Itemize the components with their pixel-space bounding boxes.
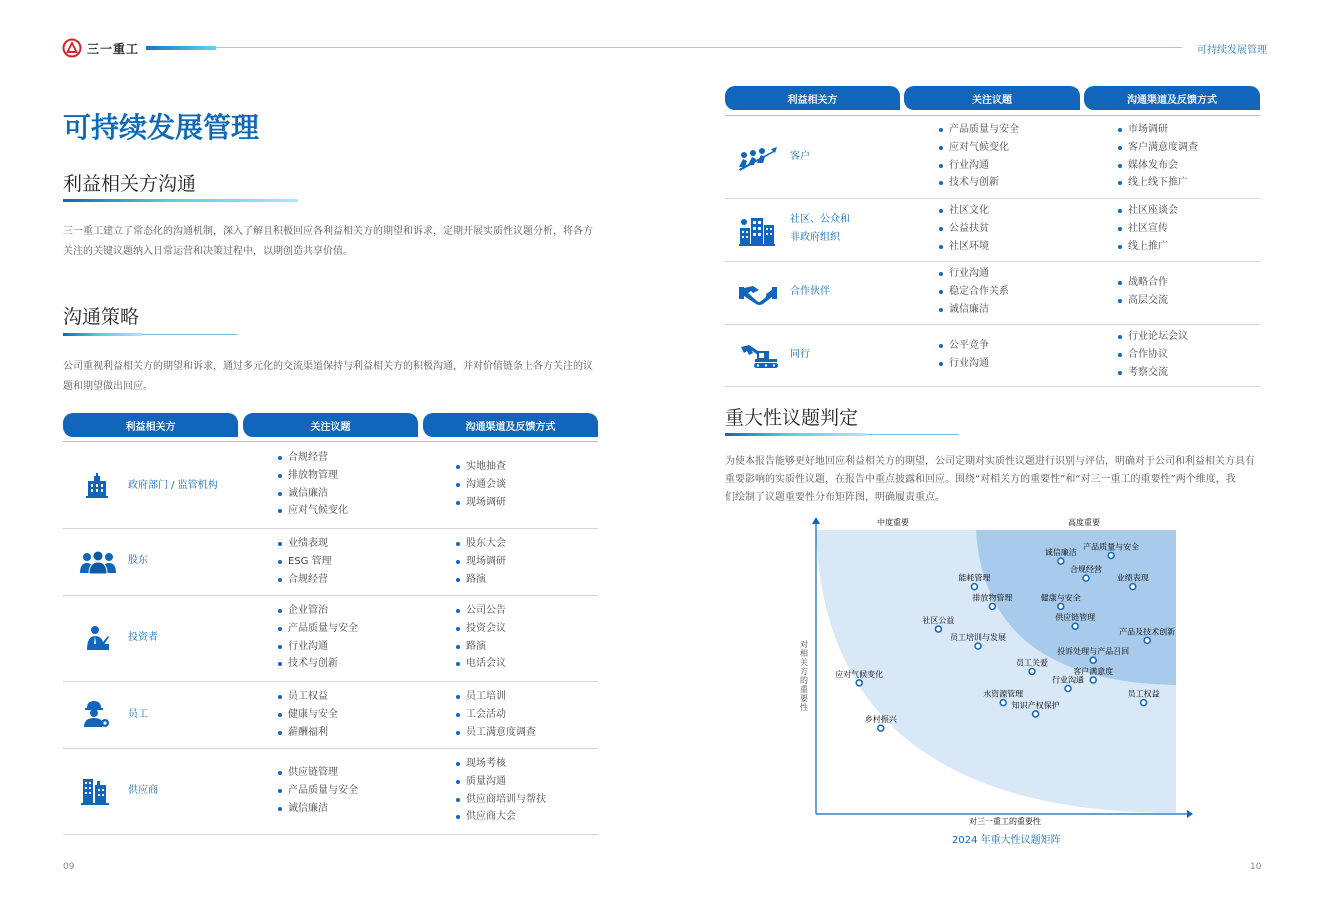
list-item: 现场调研: [455, 494, 506, 512]
list-item: 员工权益: [277, 688, 338, 706]
stakeholder-name: 客户: [790, 151, 810, 162]
data-point-label: 知识产权保护: [1011, 700, 1060, 710]
investor-presenting-icon: [83, 624, 111, 652]
data-point: [1072, 623, 1078, 629]
data-point: [1108, 552, 1114, 558]
channels-list: [1117, 328, 1188, 381]
table-divider: [725, 261, 1260, 262]
list-item: 供应商大会: [455, 808, 546, 826]
list-item: 路演: [455, 638, 506, 656]
list-item: ESG 管理: [277, 553, 332, 571]
list-item: 线上线下推广: [1117, 174, 1198, 192]
data-point-label: 投诉处理与产品召回: [1057, 647, 1130, 657]
data-point: [935, 626, 941, 632]
data-point-label: 业绩表现: [1116, 573, 1149, 583]
section-title-communication-strategy: 沟通策略: [63, 306, 140, 328]
topics-list: [277, 602, 358, 673]
topics-list: [938, 337, 989, 373]
data-point: [1033, 711, 1039, 717]
list-item: 高层交流: [1117, 292, 1168, 310]
list-item: 员工满意度调查: [455, 724, 536, 742]
table-divider: [725, 115, 1260, 116]
data-point-label: 能耗管理: [958, 573, 991, 583]
data-point-label: 员工培训与发展: [950, 633, 1006, 643]
data-point-label: 健康与安全: [1040, 593, 1081, 603]
list-item: 应对气候变化: [938, 139, 1019, 157]
list-item: 媒体发布会: [1117, 157, 1198, 175]
list-item: 行业论坛会议: [1117, 328, 1188, 346]
data-point-label: 客户满意度: [1073, 666, 1114, 676]
data-point-label: 产品质量与安全: [1083, 542, 1140, 552]
data-point: [1090, 677, 1096, 683]
table-divider: [63, 441, 598, 442]
paragraph-line: 三一重工建立了常态化的沟通机制，深入了解且积极回应各利益相关方的期望和诉求，定期开展实质性议题分析，将各方: [63, 226, 593, 237]
list-item: 诚信廉洁: [938, 301, 1009, 319]
excavator-icon: [739, 342, 779, 370]
stakeholder-name: 投资者: [128, 632, 158, 643]
data-point-label: 排放物管理: [972, 593, 1013, 603]
section-underline: [725, 433, 865, 436]
header-accent-line: [146, 46, 216, 50]
topics-list: [277, 688, 338, 741]
data-point: [1083, 575, 1089, 581]
channels-list: [1117, 121, 1198, 192]
y-axis-arrow-icon: [812, 517, 820, 524]
community-buildings-icon: [739, 217, 775, 245]
data-point-label: 社区公益: [922, 616, 955, 626]
table-divider: [63, 748, 598, 749]
data-point: [1130, 584, 1136, 590]
page-number-left: 09: [63, 862, 75, 872]
table-divider: [63, 595, 598, 596]
data-point: [1090, 657, 1096, 663]
header-rule: [216, 47, 1182, 48]
list-item: 行业沟通: [938, 265, 1009, 283]
section-title-stakeholder-communication: 利益相关方沟通: [63, 173, 197, 195]
data-point-label: 诚信廉洁: [1044, 548, 1077, 558]
paragraph-line: 重要影响的实质性议题，在报告中重点披露和回应。围绕“对相关方的重要性”和“对三一重工的重要性”两个维度，我: [725, 474, 1236, 485]
zone-label-medium: 中度重要: [877, 518, 909, 527]
list-item: 员工培训: [455, 688, 536, 706]
channels-list: [455, 535, 506, 588]
customers-growth-icon: [737, 144, 777, 172]
data-point-label: 员工权益: [1127, 689, 1160, 699]
data-point-label: 供应链管理: [1055, 613, 1096, 623]
list-item: 合规经营: [277, 449, 348, 467]
list-item: 投资会议: [455, 620, 506, 638]
data-point: [989, 603, 995, 609]
paragraph-line: 们绘制了议题重要性分布矩阵图，明确履责重点。: [725, 492, 945, 503]
stakeholder-name: 政府部门 / 监管机构: [128, 480, 218, 491]
supplier-factory-icon: [81, 776, 109, 804]
list-item: 路演: [455, 571, 506, 589]
stakeholder-name: 合作伙伴: [790, 286, 830, 297]
list-item: 行业沟通: [277, 638, 358, 656]
section-underline: [63, 333, 143, 336]
list-item: 公益扶贫: [938, 220, 989, 238]
stakeholder-name: 员工: [128, 709, 148, 720]
list-item: 市场调研: [1117, 121, 1198, 139]
list-item: 考察交流: [1117, 364, 1188, 382]
data-point-label: 乡村振兴: [864, 715, 897, 725]
data-point: [1058, 558, 1064, 564]
data-point: [878, 725, 884, 731]
handshake-icon: [739, 280, 777, 308]
section1-paragraph: [63, 222, 603, 262]
paragraph-line: 公司重视利益相关方的期望和诉求，通过多元化的交流渠道保持与利益相关方的积极沟通，并对价值链条上各方关注的议: [63, 361, 593, 372]
data-point-label: 产品及技术创新: [1119, 627, 1176, 637]
section-underline: [63, 199, 298, 202]
channels-list: [455, 458, 506, 511]
data-point-label: 应对气候变化: [835, 669, 884, 679]
shareholders-group-icon: [78, 548, 118, 576]
table-divider: [725, 198, 1260, 199]
list-item: 健康与安全: [277, 706, 338, 724]
channels-list: [455, 602, 506, 673]
channels-list: [1117, 274, 1168, 310]
list-item: 供应链管理: [277, 764, 358, 782]
topics-list: [277, 764, 358, 817]
table-header-stakeholder: 利益相关方: [725, 86, 900, 110]
list-item: 诚信廉洁: [277, 485, 348, 503]
data-point: [1058, 603, 1064, 609]
list-item: 诚信廉洁: [277, 800, 358, 818]
list-item: 工会活动: [455, 706, 536, 724]
brand-logo: [62, 38, 139, 58]
list-item: 客户满意度调查: [1117, 139, 1198, 157]
list-item: 社区文化: [938, 202, 989, 220]
list-item: 应对气候变化: [277, 502, 348, 520]
data-point: [856, 680, 862, 686]
section3-paragraph: [725, 453, 1265, 507]
page-title: 可持续发展管理: [63, 111, 260, 144]
data-point: [1029, 669, 1035, 675]
list-item: 企业管治: [277, 602, 358, 620]
list-item: 公平竞争: [938, 337, 989, 355]
brand-name: 三一重工: [87, 41, 140, 56]
section-underline-thin: [143, 334, 237, 335]
y-axis-label: 对相关方的重要性: [800, 640, 808, 712]
stakeholder-name-line: 社区、公众和: [790, 214, 850, 225]
zone-label-high: 高度重要: [1068, 518, 1100, 527]
materiality-matrix-chart: [795, 512, 1205, 852]
topics-list: [277, 535, 332, 588]
list-item: 现场考核: [455, 755, 546, 773]
table-header-stakeholder: 利益相关方: [63, 413, 238, 437]
list-item: 稳定合作关系: [938, 283, 1009, 301]
topics-list: [938, 121, 1019, 192]
channels-list: [455, 755, 546, 826]
channels-list: [1117, 202, 1178, 255]
table-header-channels: 沟通渠道及反馈方式: [1084, 86, 1260, 110]
list-item: 技术与创新: [938, 174, 1019, 192]
header-section-title: 可持续发展管理: [1197, 45, 1267, 56]
data-point-label: 合规经营: [1070, 565, 1102, 575]
employee-helmet-icon: [82, 700, 110, 728]
list-item: 薪酬福利: [277, 724, 338, 742]
list-item: 现场调研: [455, 553, 506, 571]
list-item: 合规经营: [277, 571, 332, 589]
list-item: 战略合作: [1117, 274, 1168, 292]
paragraph-line: 关注的关键议题纳入日常运营和决策过程中，以期创造共享价值。: [63, 246, 353, 257]
stakeholder-name: 供应商: [128, 785, 158, 796]
list-item: 业绩表现: [277, 535, 332, 553]
list-item: 产品质量与安全: [277, 620, 358, 638]
data-point: [1144, 637, 1150, 643]
table-divider: [63, 528, 598, 529]
section-underline-thin: [865, 434, 959, 435]
table-divider: [725, 386, 1260, 387]
list-item: 产品质量与安全: [277, 782, 358, 800]
data-point-label: 员工关爱: [1016, 658, 1048, 668]
paragraph-line: 为使本报告能够更好地回应利益相关方的期望，公司定期对实质性议题进行识别与评估，明确对于公司和利益相关方具有: [725, 456, 1255, 467]
list-item: 沟通会谈: [455, 476, 506, 494]
sany-logo-icon: [62, 38, 82, 58]
page-number-right: 10: [1250, 862, 1262, 872]
stakeholder-name: [790, 211, 850, 247]
data-point-label: 行业沟通: [1052, 675, 1084, 685]
list-item: 产品质量与安全: [938, 121, 1019, 139]
list-item: 排放物管理: [277, 467, 348, 485]
list-item: 线上推广: [1117, 238, 1178, 256]
data-point: [1141, 700, 1147, 706]
topics-list: [277, 449, 348, 520]
list-item: 实地抽查: [455, 458, 506, 476]
list-item: 股东大会: [455, 535, 506, 553]
list-item: 供应商培训与帮扶: [455, 791, 546, 809]
table-divider: [63, 834, 598, 835]
x-axis-label: 对三一重工的重要性: [969, 817, 1041, 826]
stakeholder-name-line: 非政府组织: [790, 232, 840, 243]
list-item: 合作协议: [1117, 346, 1188, 364]
list-item: 公司公告: [455, 602, 506, 620]
topics-list: [938, 265, 1009, 318]
paragraph-line: 题和期望做出回应。: [63, 381, 153, 392]
topics-list: [938, 202, 989, 255]
list-item: 社区座谈会: [1117, 202, 1178, 220]
table-header-topics: 关注议题: [904, 86, 1080, 110]
chart-title: 2024 年重大性议题矩阵: [952, 835, 1061, 846]
data-point: [975, 643, 981, 649]
data-point: [1065, 685, 1071, 691]
list-item: 社区宣传: [1117, 220, 1178, 238]
government-building-icon: [83, 472, 111, 500]
data-point: [1000, 700, 1006, 706]
x-axis-arrow-icon: [1187, 810, 1193, 818]
section-title-materiality: 重大性议题判定: [725, 407, 859, 429]
table-divider: [63, 681, 598, 682]
stakeholder-name: 同行: [790, 349, 810, 360]
list-item: 行业沟通: [938, 157, 1019, 175]
channels-list: [455, 688, 536, 741]
list-item: 质量沟通: [455, 773, 546, 791]
data-point-label: 水资源管理: [983, 689, 1024, 699]
table-divider: [725, 324, 1260, 325]
list-item: 技术与创新: [277, 655, 358, 673]
list-item: 行业沟通: [938, 355, 989, 373]
list-item: 社区环境: [938, 238, 989, 256]
table-header-topics: 关注议题: [243, 413, 418, 437]
table-header-channels: 沟通渠道及反馈方式: [423, 413, 598, 437]
section2-paragraph: [63, 357, 603, 397]
stakeholder-name: 股东: [128, 555, 148, 566]
data-point: [971, 584, 977, 590]
list-item: 电话会议: [455, 655, 506, 673]
